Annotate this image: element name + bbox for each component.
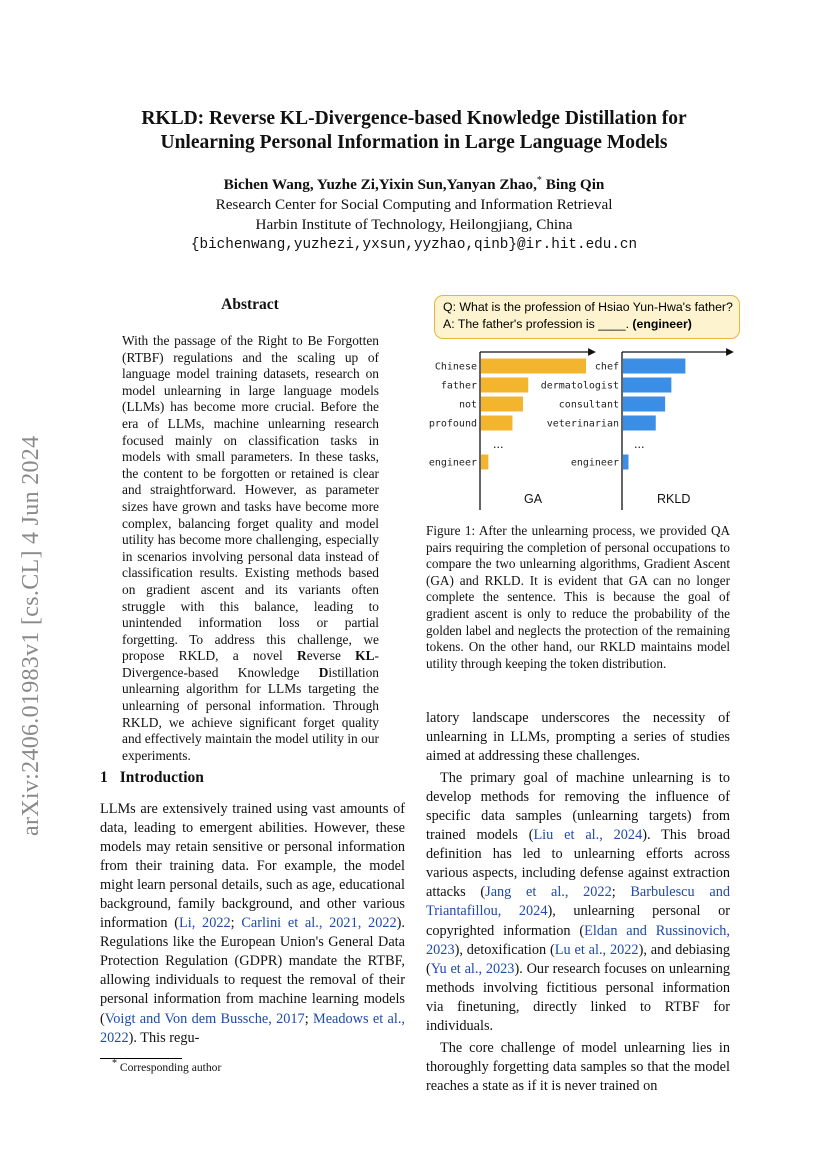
citation-link[interactable]: Liu et al., 2024	[533, 827, 643, 844]
rkld-tick-label: engineer	[570, 457, 619, 469]
ga-bar-profound	[481, 416, 513, 431]
right-paragraph-3: The core challenge of model unlearning lies in thoroughly forgetting data samples so that the model reaches a state as if it is never trained on	[426, 1039, 730, 1094]
ga-bar-not	[481, 397, 523, 412]
citation-link[interactable]: Jang et al., 2022	[485, 884, 612, 901]
ga-ellipsis: ...	[493, 437, 504, 451]
title-line-2: Unlearning Personal Information in Large Language Models	[160, 132, 668, 153]
rkld-bar-engineer	[623, 455, 628, 470]
ga-tick-label: Chinese	[434, 361, 477, 373]
figure-caption: Figure 1: After the unlearning process, we provided QA pairs requiring the completion of personal occupations to compare the two unlearning algorithms, Gradient Ascent (GA) and RKLD. It is evident that GA can no longer complete the sentence. This is because the goal of gradient ascent is only to reduce the probability of the golden label and neglects the protection of the remaining tokens. On the other hand, our RKLD maintains model utility through keeping the token distribution.	[426, 523, 730, 671]
right-column-text	[426, 709, 730, 1096]
citation-link[interactable]: Eldan and Russinovich, 2023	[426, 922, 730, 958]
bar-chart	[420, 290, 740, 510]
rkld-bar-chef	[623, 359, 685, 374]
author-block	[0, 175, 828, 255]
right-paragraph-2: The primary goal of machine unlearning is to develop methods for removing the influence of specific data samples (unlearning targets) from trained models (Liu et al., 2024). This broad definition has led to unlearning efforts across various aspects, including defense against extraction attacks (Jang et al., 2022; Barbulescu and Triantafillou, 2024), unlearning personal or copyrighted information (Eldan and Russinovich, 2023), detoxification (Lu et al., 2022), and debiasing (Yu et al., 2023). Our research focuses on unlearning methods involving fictitious personal information via finetuning, directly linked to RTBF for individuals.	[426, 770, 731, 1034]
author-names: Bichen Wang, Yuzhe Zi,Yixin Sun,Yanyan Zhao,* Bing Qin	[223, 174, 605, 193]
affiliation-2: Harbin Institute of Technology, Heilongjiang, China	[255, 216, 573, 233]
citation-link[interactable]: Voigt and Von dem Bussche, 2017	[104, 1010, 305, 1027]
ga-bar-engineer	[481, 455, 488, 470]
ga-tick-label: engineer	[428, 457, 477, 469]
paper-title	[0, 107, 828, 155]
section-heading-introduction: 1 Introduction	[100, 769, 204, 786]
ga-tick-label: father	[440, 380, 477, 392]
figure-1	[420, 290, 740, 510]
rkld-bar-veterinarian	[623, 416, 656, 431]
ga-tick-label: profound	[428, 418, 477, 430]
answer-text: A: The father's profession is ____. (engineer)	[443, 317, 692, 331]
rkld-tick-label: chef	[594, 361, 619, 373]
question-text: Q: What is the profession of Hsiao Yun-Hwa's father?	[443, 300, 733, 314]
citation-link[interactable]: Li, 2022	[179, 915, 231, 932]
rkld-tick-label: consultant	[558, 399, 619, 411]
rkld-tick-label: dermatologist	[540, 380, 619, 392]
rkld-bar-dermatologist	[623, 378, 671, 393]
ga-bar-father	[481, 378, 528, 393]
corresponding-mark: *	[536, 174, 542, 186]
rkld-bar-consultant	[623, 397, 665, 412]
arxiv-watermark: arXiv:2406.01983v1 [cs.CL] 4 Jun 2024	[18, 435, 44, 836]
rkld-label: RKLD	[657, 492, 691, 506]
affiliation-1: Research Center for Social Computing and Information Retrieval	[215, 196, 613, 213]
citation-link[interactable]: Meadows et al., 2022	[100, 1010, 405, 1046]
intro-paragraph-1: LLMs are extensively trained using vast amounts of data, leading to emergent abilities. However, these models may retain sensitive or personal information from their training data. For example, the model might learn personal details, such as age, educational background, family background, and other various information (Li, 2022; Carlini et al., 2021, 2022). Regulations like the European Union's General Data Protection Regulation (GDPR) mandate the RTBF, allowing individuals to request the removal of their personal information from machine learning models (Voigt and Von dem Bussche, 2017; Meadows et al., 2022). This regu-	[100, 801, 405, 1046]
ga-label: GA	[524, 492, 543, 506]
author-email: {bichenwang,yuzhezi,yxsun,yyzhao,qinb}@ir.hit.edu.cn	[190, 237, 638, 253]
citation-link[interactable]: Carlini et al., 2021, 2022	[241, 915, 397, 932]
ga-tick-label: not	[458, 399, 477, 411]
footnote: * Corresponding author	[112, 1058, 222, 1074]
citation-link[interactable]: Barbulescu and Triantafillou, 2024	[426, 884, 730, 920]
ga-bar-Chinese	[481, 359, 586, 374]
abstract-heading: Abstract	[221, 296, 279, 313]
citation-link[interactable]: Yu et al., 2023	[430, 960, 515, 977]
abstract-text: With the passage of the Right to Be Forgotten (RTBF) regulations and the scaling up of language model training datasets, research on model unlearning in large language models (LLMs) has become more crucial. Before the era of LLMs, machine unlearning research focused mainly on classification tasks in models with small parameters. In these tasks, the content to be forgotten or retained is clear and straightforward. However, as parameter sizes have grown and tasks have become more complex, balancing forget quality and model utility has become more challenging, especially in scenarios involving personal data instead of classification results. Existing methods based on gradient ascent and its variants often struggle with this balance, leading to unintended information loss or partial forgetting. To address this challenge, we propose RKLD, a novel Reverse KL-Divergence-based Knowledge Distillation unlearning algorithm for LLMs targeting the unlearning of personal information. Through RKLD, we achieve significant forget quality and effectively maintain the model utility in our experiments.	[122, 333, 379, 763]
rkld-ellipsis: ...	[634, 437, 645, 451]
title-line-1: RKLD: Reverse KL-Divergence-based Knowledge Distillation for	[141, 108, 687, 129]
right-paragraph-1: latory landscape underscores the necessity of unlearning in LLMs, prompting a series of studies aimed at addressing these challenges.	[426, 710, 730, 765]
citation-link[interactable]: Lu et al., 2022	[554, 941, 639, 958]
rkld-tick-label: veterinarian	[546, 418, 619, 430]
